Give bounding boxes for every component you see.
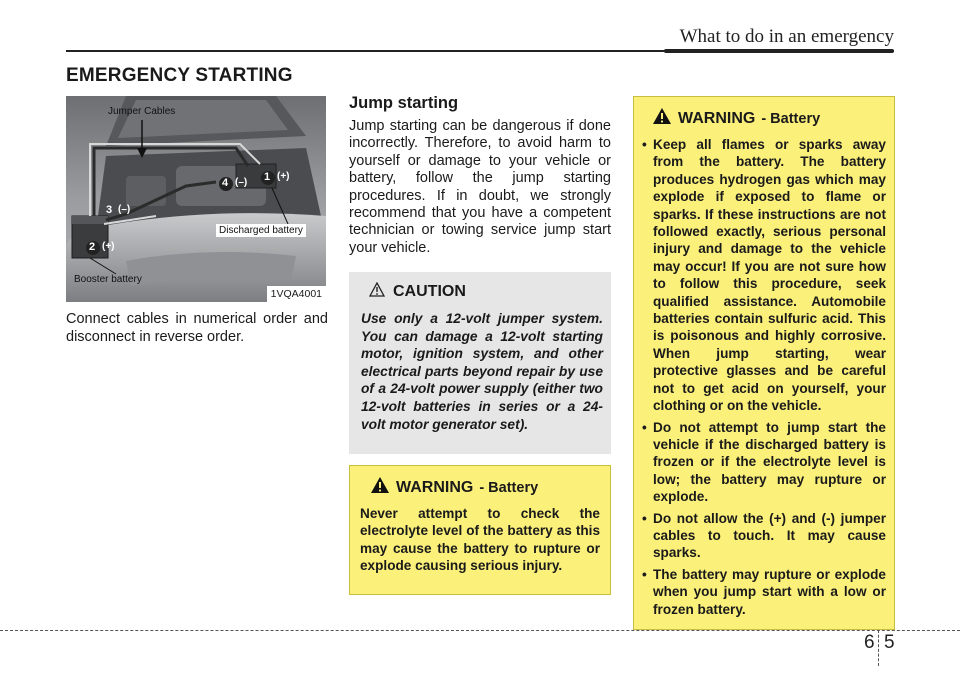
warning-heading bbox=[370, 476, 600, 499]
engine-bay-illustration bbox=[66, 96, 326, 302]
warning-box-electrolyte bbox=[349, 465, 611, 595]
label-booster-battery: Booster battery bbox=[74, 274, 142, 285]
marker-4-num: 4 bbox=[222, 177, 229, 189]
warning-item: • Do not allow the (+) and (-) jumper cables to touch. It may cause sparks. bbox=[642, 510, 886, 562]
page-number: 5 bbox=[884, 632, 895, 653]
warning-text: Never attempt to check the electrolyte level of the battery as this may cause the battery to rupture or explode causing serious injury. bbox=[360, 506, 600, 574]
marker-2-num: 2 bbox=[89, 241, 96, 253]
chapter-number: 6 bbox=[864, 632, 875, 653]
marker-1-sign: (+) bbox=[277, 171, 290, 182]
warning-word: WARNING bbox=[396, 478, 474, 496]
warning-subject: - Battery bbox=[761, 110, 821, 127]
warning-item: • Do not attempt to jump start the vehicle if the discharged battery is frozen or if the electrolyte level is low; the battery may rupture or explode. bbox=[642, 419, 886, 506]
warning-triangle-icon bbox=[370, 476, 390, 499]
jump-starting-heading: Jump starting bbox=[349, 94, 459, 112]
warning-word: WARNING bbox=[678, 109, 756, 127]
warning-triangle-icon bbox=[652, 107, 672, 130]
warning-box-battery bbox=[633, 96, 895, 630]
jump-starting-body: Jump starting can be dangerous if done incorrectly. Therefore, to avoid harm to yourself or damage to your vehicle or battery, follow the jump starting procedures. If in doubt, we strongly recommend that you have a competent technician or towing service jump start your vehicle. bbox=[349, 118, 611, 256]
page-divider bbox=[878, 630, 879, 666]
warning-item: • The battery may rupture or explode when you jump start with a low or frozen battery. bbox=[642, 566, 886, 618]
section-title: EMERGENCY STARTING bbox=[66, 65, 293, 86]
label-discharged-battery: Discharged battery bbox=[216, 224, 306, 237]
label-jumper-cables: Jumper Cables bbox=[108, 106, 176, 117]
marker-1-num: 1 bbox=[264, 171, 271, 183]
caution-triangle-icon bbox=[369, 282, 385, 302]
warning-subject: - Battery bbox=[479, 479, 539, 496]
footer-rule bbox=[0, 630, 960, 631]
caution-text: Use only a 12-volt jumper system. You can damage a 12-volt starting motor, ignition system, and other electrical parts beyond repair by use of a 24-volt power supply (either two 12-volt batteries in series or a 24-volt motor generator set). bbox=[361, 311, 603, 432]
figure-code: 1VQA4001 bbox=[267, 286, 326, 302]
marker-3-sign: (–) bbox=[118, 204, 131, 215]
header-rule-accent bbox=[664, 49, 894, 53]
caution-title: CAUTION bbox=[393, 283, 466, 300]
marker-3-num: 3 bbox=[106, 204, 113, 216]
warning-item: • Keep all flames or sparks away from the battery. The battery produces hydrogen gas which may explode if exposed to flame or sparks. If these instructions are not followed exactly, serious personal injury and damage to the vehicle may occur! If you are not sure how to follow this procedure, seek qualified assistance. Automobile batteries contain sulfuric acid. This is poisonous and highly corrosive. When jump starting, wear protective glasses and be careful not to get acid on yourself, your clothing or on the vehicle. bbox=[642, 136, 886, 415]
caution-box bbox=[349, 272, 611, 454]
warning-list bbox=[642, 136, 886, 618]
caution-heading bbox=[369, 282, 603, 302]
warning-heading bbox=[652, 107, 886, 130]
figure-caption: Connect cables in numerical order and disconnect in reverse order. bbox=[66, 311, 328, 345]
marker-2-sign: (+) bbox=[102, 241, 115, 252]
chapter-header: What to do in an emergency bbox=[679, 26, 894, 47]
marker-4-sign: (–) bbox=[235, 177, 248, 188]
jump-start-figure bbox=[66, 96, 326, 302]
